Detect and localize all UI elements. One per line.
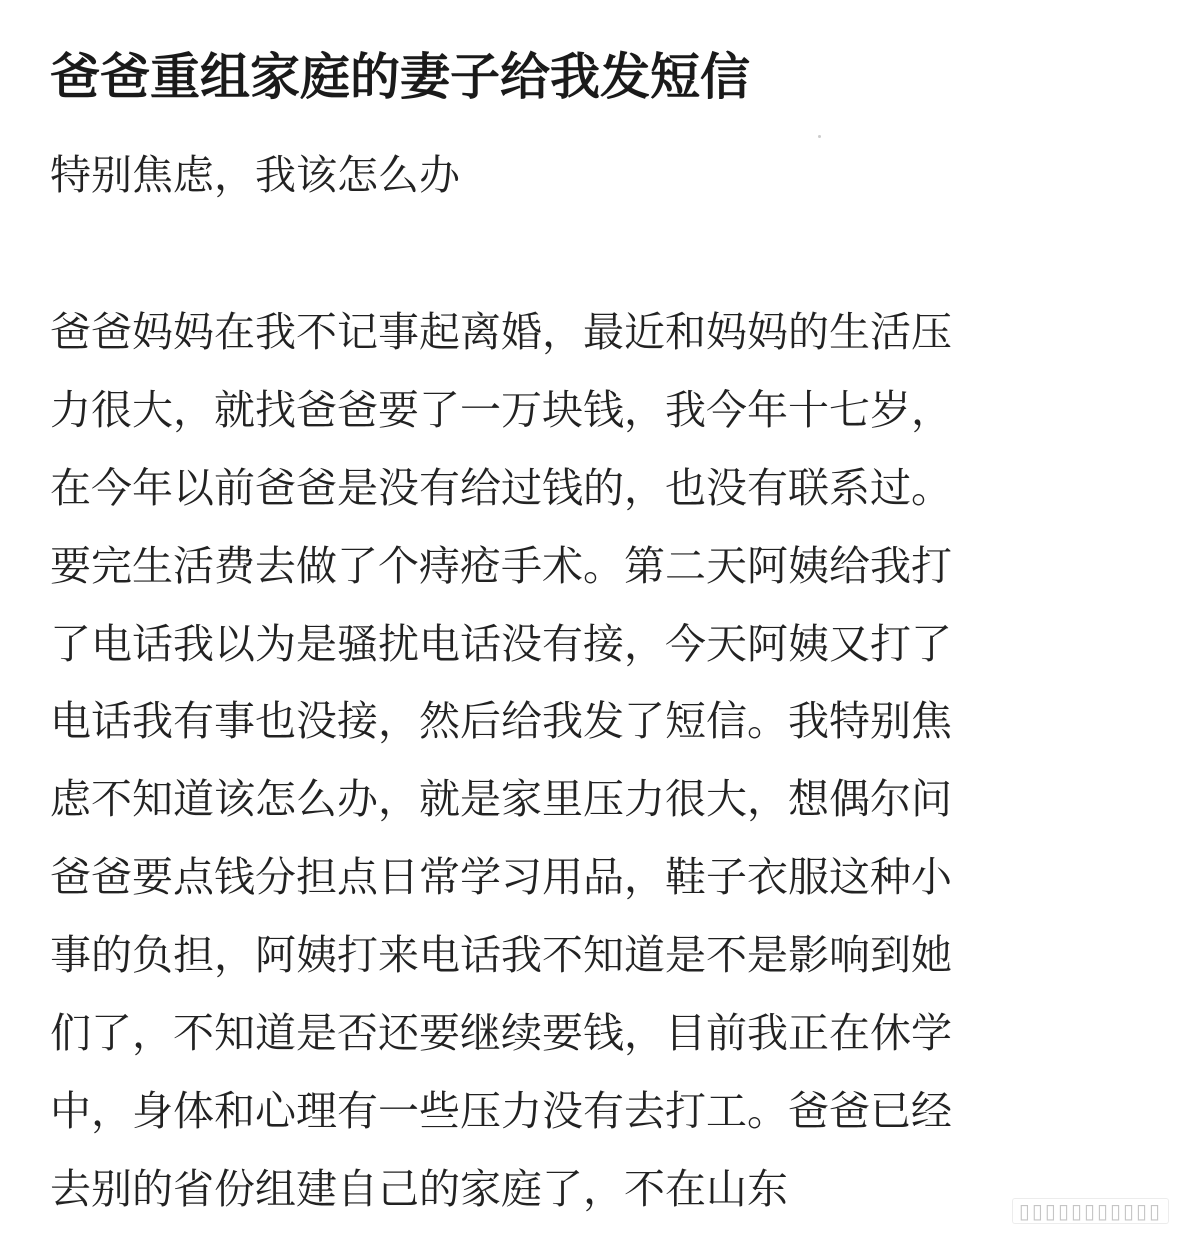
body-line: 爸爸要点钱分担点日常学习用品，鞋子衣服这种小	[50, 853, 952, 902]
watermark-text: ▯▯▯▯▯▯▯▯▯▯▯	[1012, 1198, 1169, 1224]
body-line: 事的负担，阿姨打来电话我不知道是不是影响到她	[50, 931, 952, 980]
body-line: 中，身体和心理有一些压力没有去打工。爸爸已经	[50, 1086, 952, 1135]
post-title: 爸爸重组家庭的妻子给我发短信	[50, 48, 750, 106]
body-line: 们了，不知道是否还要继续要钱，目前我正在休学	[50, 1009, 952, 1058]
body-line: 爸爸妈妈在我不记事起离婚，最近和妈妈的生活压	[50, 308, 952, 356]
body-line: 要完生活费去做了个痔疮手术。第二天阿姨给我打	[50, 541, 952, 590]
post-subtitle: 特别焦虑，我该怎么办	[50, 151, 460, 199]
post-body	[50, 294, 1140, 1229]
body-line: 虑不知道该怎么办，就是家里压力很大，想偶尔问	[50, 775, 952, 824]
body-line: 去别的省份组建自己的家庭了，不在山东	[50, 1164, 788, 1213]
stray-dot	[818, 135, 821, 138]
body-line: 电话我有事也没接，然后给我发了短信。我特别焦	[50, 697, 952, 746]
body-line: 力很大，就找爸爸要了一万块钱，我今年十七岁，	[50, 385, 952, 434]
body-line: 了电话我以为是骚扰电话没有接，今天阿姨又打了	[50, 619, 952, 668]
body-line: 在今年以前爸爸是没有给过钱的，也没有联系过。	[50, 463, 952, 512]
watermark	[929, 1196, 1169, 1226]
